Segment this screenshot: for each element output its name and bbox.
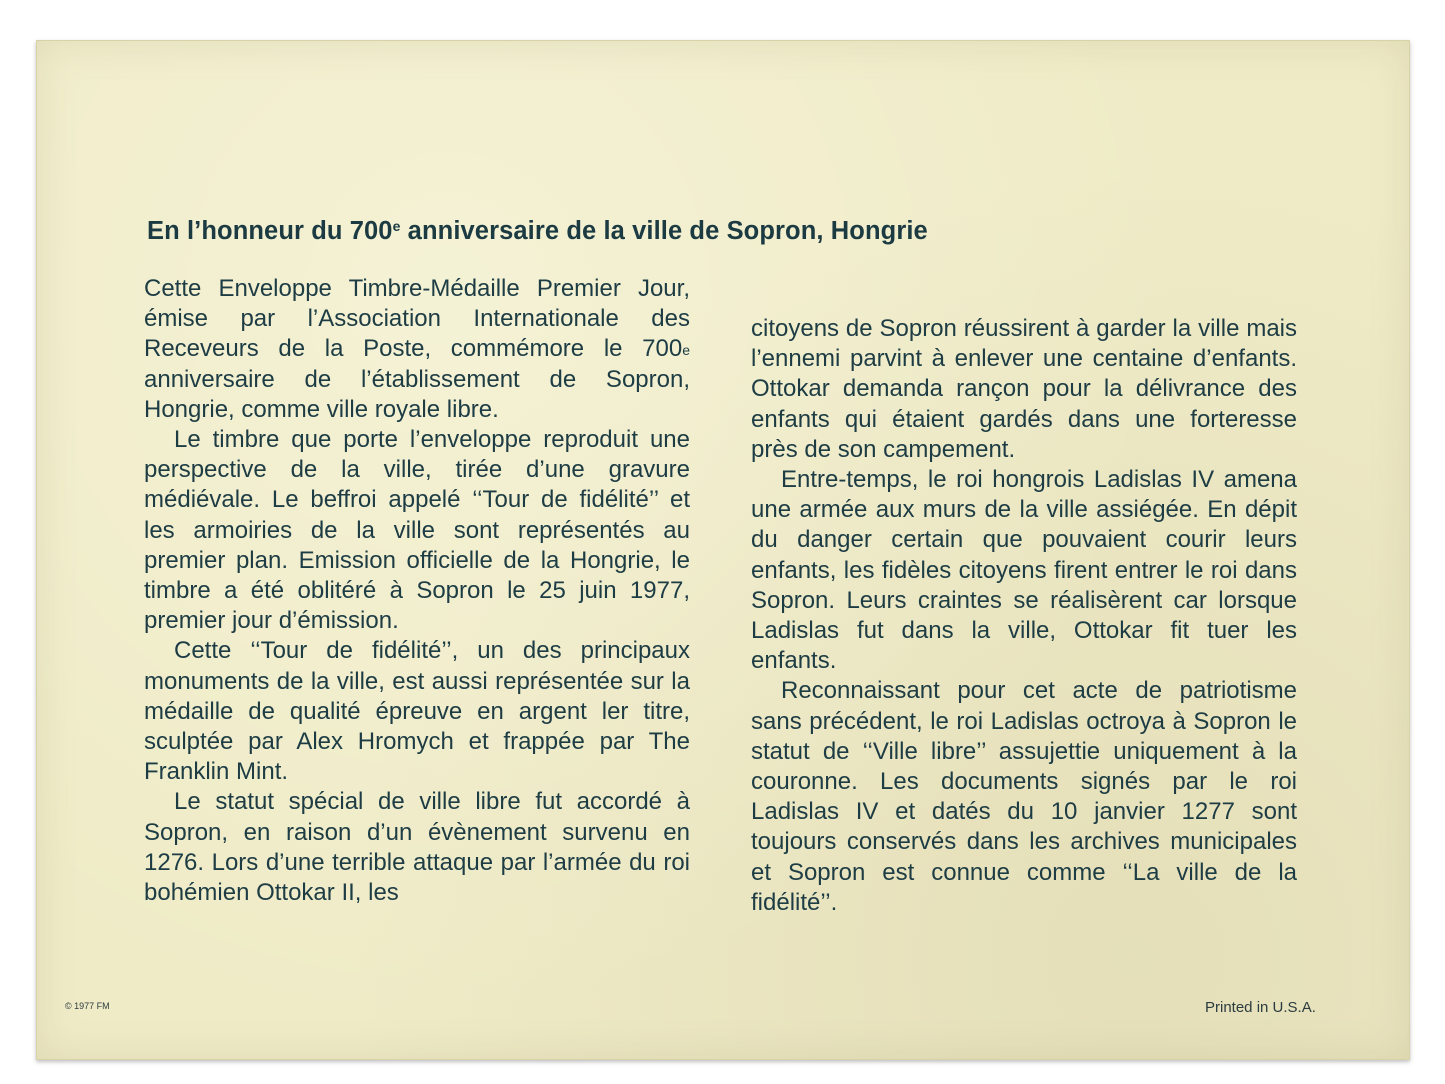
paragraph-tower: Cette ‘‘Tour de fidélité’’, un des principaux monuments de la ville, est aussi représentée sur la médaille de qualité épreuve en argent ler titre, sculptée par Alex Hromych et frappée par The Franklin Mint. (144, 637, 690, 786)
paragraph-statute: Le statut spécial de ville libre fut accordé à Sopron, en raison d’un évènement survenu en 1276. Lors d’une terrible attaque par l’armée du roi bohémien Ottokar II, les (144, 788, 690, 907)
title-text: En l’honneur du 700 (147, 217, 393, 245)
insert-card (36, 40, 1410, 1060)
right-column (751, 314, 1297, 918)
title-text-rest: anniversaire de la ville de Sopron, Hongrie (400, 217, 928, 245)
copyright-notice: © 1977 FM (65, 1001, 110, 1011)
paragraph-ladislas: Entre-temps, le roi hongrois Ladislas IV amena une armée aux murs de la ville assiégée. En dépit du danger certain que pouvaient courir leurs enfants, les fidèles citoyens firent entrer le roi dans Sopron. Leurs craintes se réalisèrent car lorsque Ladislas fut dans la ville, Ottokar fit tuer les enfants. (751, 466, 1297, 675)
paragraph-free-city: Reconnaissant pour cet acte de patriotisme sans précédent, le roi Ladislas octroya à Sopron le statut de ‘‘Ville libre’’ assujettie uniquement à la couronne. Les documents signés par le roi Ladislas IV et datés du 10 janvier 1277 sont toujours conservés dans les archives municipales et Sopron est connue comme ‘‘La ville de la fidélité’’. (751, 677, 1297, 916)
printed-notice: Printed in U.S.A. (1205, 999, 1316, 1016)
left-column (144, 274, 690, 908)
paragraph-envelope: Cette Enveloppe Timbre-Médaille Premier Jour, émise par l’Association Internationale des Receveurs de la Poste, commémore le 700e anniversaire de l’établissement de Sopron, Hongrie, comme ville royale libre. (144, 275, 690, 423)
card-title (147, 217, 1247, 246)
paragraph-ransom: citoyens de Sopron réussirent à garder la ville mais l’ennemi parvint à enlever une centaine d’enfants. Ottokar demanda rançon pour la délivrance des enfants qui étaient gardés dans une forteresse près de son campement. (751, 315, 1297, 463)
paragraph-stamp: Le timbre que porte l’enveloppe reproduit une perspective de la ville, tirée d’une gravure médiévale. Le beffroi appelé ‘‘Tour de fidélité’’ et les armoiries de la ville sont représentés au premier plan. Emission officielle de la Hongrie, le timbre a été oblitéré à Sopron le 25 juin 1977, premier jour d’émission. (144, 426, 690, 635)
title-superscript: e (392, 218, 401, 234)
